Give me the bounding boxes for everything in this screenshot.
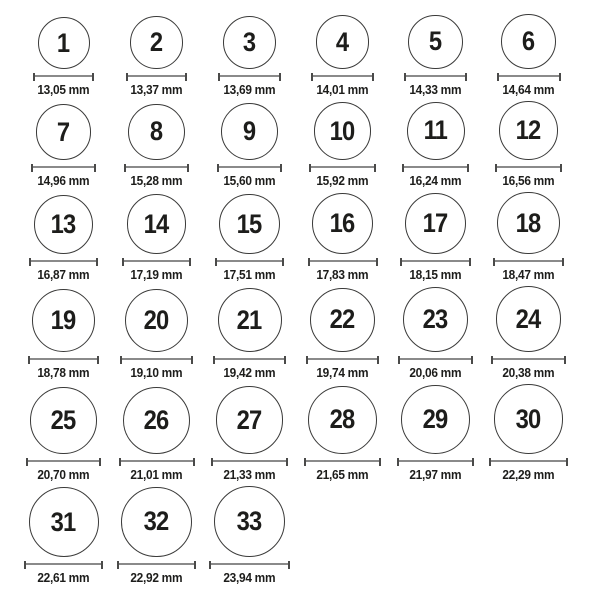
diameter-label: 16,56 mm: [502, 173, 555, 188]
ring-circle: [219, 194, 279, 254]
diameter-label: 17,19 mm: [130, 268, 183, 283]
diameter-label: 18,78 mm: [37, 366, 90, 381]
diameter-label: 20,38 mm: [502, 366, 555, 381]
dimension-line: [215, 258, 284, 266]
ring-circle: [308, 386, 376, 454]
ring-size-item: [389, 102, 482, 189]
ring-size-number: 2: [150, 27, 163, 58]
ring-circle: [407, 102, 465, 160]
dimension-line: [31, 164, 96, 172]
ring-size-item: [296, 386, 389, 483]
ring-size-item: [296, 193, 389, 283]
ring-circle: [30, 387, 96, 453]
ring-circle: [38, 17, 90, 69]
ring-circle: [121, 487, 192, 558]
dimension-line: [28, 356, 100, 364]
ring-circle: [29, 487, 99, 557]
ring-size-number: 13: [51, 209, 76, 240]
diameter-label: 19,74 mm: [316, 366, 369, 381]
dimension-line: [489, 458, 567, 466]
dimension-line: [497, 73, 561, 81]
ring-size-number: 7: [57, 116, 70, 147]
ring-size-number: 12: [516, 115, 541, 146]
ring-size-item: [203, 194, 296, 283]
ring-size-number: 17: [423, 207, 448, 238]
diameter-label: 17,51 mm: [223, 268, 276, 283]
diameter-label: 21,33 mm: [223, 467, 276, 482]
dimension-line: [398, 356, 472, 364]
diameter-label: 21,01 mm: [130, 467, 183, 482]
ring-size-item: [482, 101, 575, 188]
ring-circle: [127, 194, 187, 254]
diameter-label: 22,61 mm: [37, 571, 90, 586]
ring-size-number: 21: [237, 304, 262, 335]
ring-size-item: [17, 387, 110, 482]
ring-size-number: 3: [243, 26, 256, 57]
dimension-line: [306, 356, 380, 364]
ring-size-item: [203, 103, 296, 189]
diameter-label: 22,92 mm: [130, 571, 183, 586]
diameter-label: 14,64 mm: [502, 83, 555, 97]
ring-size-item: [389, 15, 482, 98]
diameter-label: 20,70 mm: [37, 467, 90, 482]
ring-size-row: [0, 286, 600, 381]
diameter-label: 19,10 mm: [130, 366, 183, 381]
ring-size-item: [482, 286, 575, 381]
ring-size-row: [0, 101, 600, 188]
ring-size-number: 26: [144, 404, 169, 435]
diameter-label: 21,97 mm: [409, 467, 462, 482]
dimension-line: [311, 73, 374, 81]
ring-size-item: [482, 384, 575, 482]
ring-circle: [128, 104, 184, 160]
ring-size-item: [110, 194, 203, 283]
ring-circle: [123, 387, 190, 454]
ring-size-item: [110, 487, 203, 586]
dimension-line: [304, 458, 381, 466]
ring-size-item: [296, 102, 389, 188]
diameter-label: 14,33 mm: [409, 83, 462, 97]
ring-circle: [221, 103, 278, 160]
dimension-line: [211, 458, 288, 466]
ring-circle: [401, 385, 470, 454]
ring-size-number: 10: [330, 115, 355, 146]
ring-size-item: [482, 192, 575, 283]
dimension-line: [308, 258, 378, 266]
ring-size-number: 11: [423, 115, 448, 146]
ring-size-number: 16: [330, 208, 355, 239]
dimension-line: [120, 356, 192, 364]
ring-circle: [316, 15, 370, 69]
ring-size-row: [0, 486, 600, 586]
ring-size-row: [0, 14, 600, 98]
ring-size-number: 30: [516, 403, 541, 434]
dimension-line: [217, 164, 283, 172]
ring-size-number: 9: [243, 115, 256, 146]
dimension-line: [400, 258, 471, 266]
ring-circle: [405, 193, 467, 255]
diameter-label: 14,96 mm: [37, 173, 90, 188]
ring-size-item: [482, 14, 575, 98]
dimension-line: [117, 561, 197, 569]
ring-size-number: 15: [237, 208, 262, 239]
dimension-line: [213, 356, 286, 364]
ring-circle: [497, 192, 559, 254]
ring-size-number: 23: [423, 304, 448, 335]
dimension-line: [404, 73, 467, 81]
ring-size-item: [389, 193, 482, 283]
ring-size-number: 4: [336, 26, 349, 57]
ring-size-item: [296, 288, 389, 381]
diameter-label: 18,15 mm: [409, 268, 462, 283]
diameter-label: 14,01 mm: [316, 83, 369, 97]
ring-size-number: 24: [516, 303, 541, 334]
ring-size-item: [17, 17, 110, 98]
ring-circle: [408, 15, 462, 69]
dimension-line: [29, 258, 97, 266]
ring-circle: [216, 386, 284, 454]
ring-size-item: [389, 385, 482, 483]
ring-size-number: 28: [330, 404, 355, 435]
dimension-line: [491, 356, 566, 364]
ring-size-item: [203, 486, 296, 586]
ring-size-item: [296, 15, 389, 98]
ring-size-item: [17, 289, 110, 381]
dimension-line: [24, 561, 103, 569]
dimension-line: [402, 164, 469, 172]
ring-size-item: [203, 386, 296, 482]
diameter-label: 16,87 mm: [37, 268, 90, 283]
diameter-label: 15,28 mm: [130, 173, 183, 188]
diameter-label: 19,42 mm: [223, 366, 276, 381]
ring-size-item: [17, 487, 110, 586]
dimension-line: [124, 164, 189, 172]
dimension-line: [119, 458, 195, 466]
ring-size-number: 20: [144, 305, 169, 336]
dimension-line: [309, 164, 375, 172]
dimension-line: [493, 258, 564, 266]
dimension-line: [126, 73, 188, 81]
diameter-label: 16,24 mm: [409, 173, 462, 188]
dimension-line: [495, 164, 563, 172]
ring-size-number: 18: [516, 207, 541, 238]
ring-circle: [34, 195, 93, 254]
diameter-label: 23,94 mm: [223, 571, 276, 586]
ring-size-number: 1: [57, 27, 70, 58]
diameter-label: 13,37 mm: [130, 83, 183, 97]
ring-size-item: [203, 16, 296, 98]
ring-size-number: 5: [429, 26, 442, 57]
ring-circle: [310, 288, 375, 353]
diameter-label: 13,69 mm: [223, 83, 276, 97]
ring-circle: [314, 102, 371, 159]
ring-circle: [32, 289, 95, 352]
ring-size-row: [0, 192, 600, 283]
diameter-label: 20,06 mm: [409, 366, 462, 381]
ring-size-number: 25: [51, 405, 76, 436]
ring-circle: [223, 16, 276, 69]
dimension-line: [26, 458, 101, 466]
ring-size-number: 14: [144, 208, 169, 239]
ring-circle: [218, 288, 282, 352]
dimension-line: [122, 258, 191, 266]
ring-size-item: [17, 195, 110, 283]
dimension-line: [33, 73, 94, 81]
ring-size-item: [110, 289, 203, 381]
ring-size-number: 29: [423, 403, 448, 434]
diameter-label: 15,92 mm: [316, 173, 369, 188]
diameter-label: 22,29 mm: [502, 467, 555, 482]
ring-size-item: [110, 387, 203, 483]
ring-circle: [501, 14, 556, 69]
diameter-label: 15,60 mm: [223, 173, 276, 188]
ring-circle: [499, 101, 558, 160]
ring-circle: [130, 16, 183, 69]
ring-size-number: 33: [237, 506, 262, 537]
ring-size-number: 31: [51, 506, 76, 537]
ring-circle: [403, 287, 468, 352]
ring-size-number: 27: [237, 404, 262, 435]
diameter-label: 17,83 mm: [316, 268, 369, 283]
ring-size-number: 32: [144, 506, 169, 537]
ring-size-number: 8: [150, 116, 163, 147]
ring-size-item: [203, 288, 296, 381]
diameter-label: 13,05 mm: [37, 83, 90, 97]
ring-size-number: 22: [330, 304, 355, 335]
ring-circle: [494, 384, 563, 453]
ring-circle: [36, 104, 92, 160]
ring-size-number: 6: [522, 26, 535, 56]
ring-size-item: [110, 104, 203, 189]
dimension-line: [209, 561, 289, 569]
ring-size-number: 19: [51, 305, 76, 336]
ring-circle: [312, 193, 373, 254]
ring-size-item: [389, 287, 482, 381]
ring-circle: [214, 486, 285, 557]
dimension-line: [397, 458, 475, 466]
diameter-label: 21,65 mm: [316, 467, 369, 482]
ring-size-row: [0, 384, 600, 482]
ring-circle: [496, 286, 562, 352]
diameter-label: 18,47 mm: [502, 268, 555, 283]
ring-circle: [125, 289, 188, 352]
ring-size-item: [110, 16, 203, 97]
dimension-line: [218, 73, 280, 81]
ring-size-item: [17, 104, 110, 188]
